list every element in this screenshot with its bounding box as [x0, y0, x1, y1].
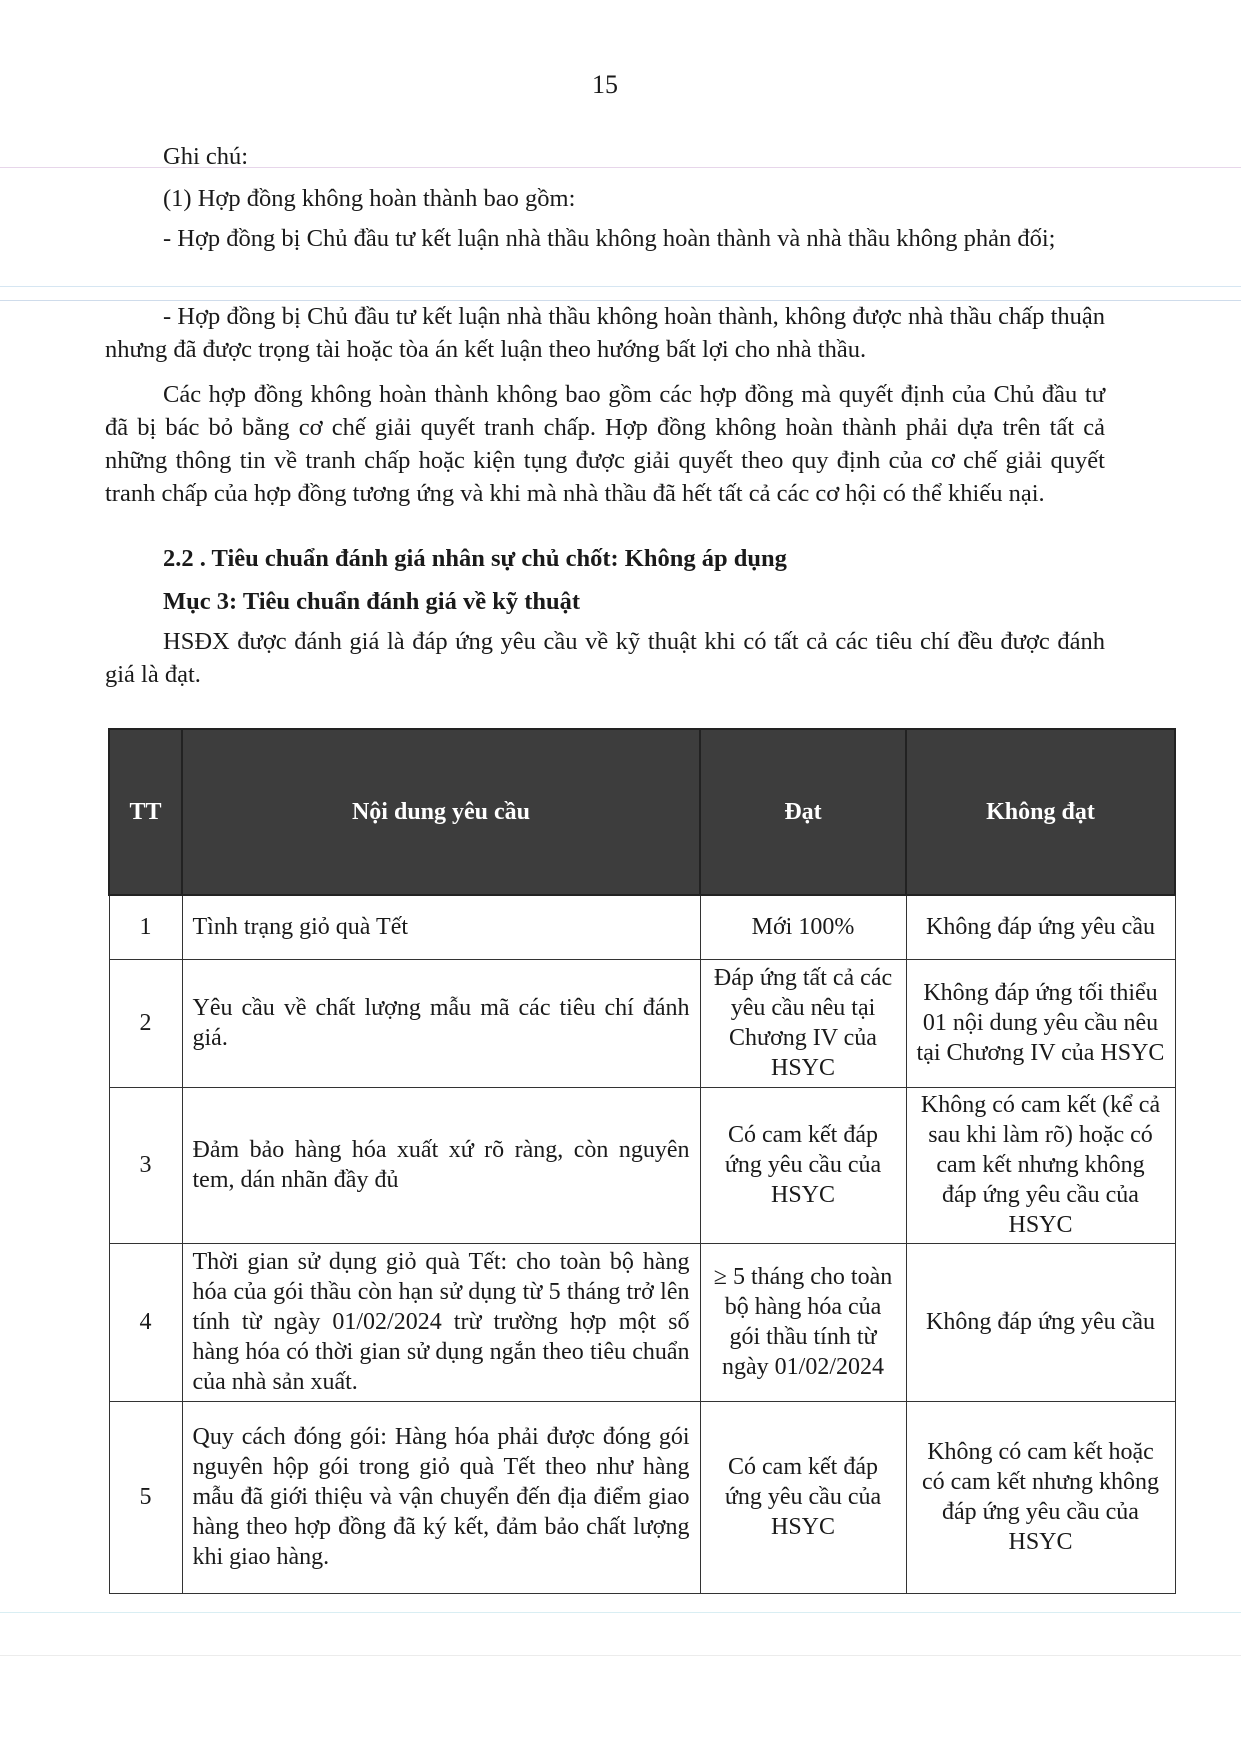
- scan-line: [0, 286, 1241, 287]
- section-2-2-heading: 2.2 . Tiêu chuẩn đánh giá nhân sự chủ chốt: Không áp dụng: [163, 545, 787, 572]
- header-fail: Không đạt: [906, 729, 1175, 895]
- row-number: 1: [109, 895, 182, 959]
- section-3-intro: HSĐX được đánh giá là đáp ứng yêu cầu về kỹ thuật khi có tất cả các tiêu chí đều được đánh giá là đạt.: [105, 628, 1105, 688]
- row-pass: Mới 100%: [700, 895, 906, 959]
- row-pass: Đáp ứng tất cả các yêu cầu nêu tại Chương IV của HSYC: [700, 959, 906, 1087]
- row-fail: Không có cam kết (kể cả sau khi làm rõ) hoặc có cam kết nhưng không đáp ứng yêu cầu của HSYC: [906, 1087, 1175, 1243]
- row-content: Đảm bảo hàng hóa xuất xứ rõ ràng, còn nguyên tem, dán nhãn đầy đủ: [182, 1087, 700, 1243]
- row-number: 3: [109, 1087, 182, 1243]
- header-content: Nội dung yêu cầu: [182, 729, 700, 895]
- table-row: [109, 1087, 1175, 1243]
- notes-item-1: (1) Hợp đồng không hoàn thành bao gồm:: [163, 185, 576, 212]
- row-content: Quy cách đóng gói: Hàng hóa phải được đóng gói nguyên hộp gói trong giỏ quà Tết theo như hàng mẫu đã giới thiệu và vận chuyển đến địa điểm giao hàng theo hợp đồng đã ký kết, đảm bảo chất lượng khi giao hàng.: [182, 1401, 700, 1593]
- notes-bullet-1: - Hợp đồng bị Chủ đầu tư kết luận nhà thầu không hoàn thành và nhà thầu không phản đối;: [163, 225, 1056, 252]
- header-tt: TT: [109, 729, 182, 895]
- row-fail: Không đáp ứng yêu cầu: [906, 1243, 1175, 1401]
- row-fail: Không đáp ứng yêu cầu: [906, 895, 1175, 959]
- row-content: Yêu cầu về chất lượng mẫu mã các tiêu chí đánh giá.: [182, 959, 700, 1087]
- row-number: 5: [109, 1401, 182, 1593]
- notes-bullet-2: - Hợp đồng bị Chủ đầu tư kết luận nhà thầu không hoàn thành, không được nhà thầu chấp thuận nhưng đã được trọng tài hoặc tòa án kết luận theo hướng bất lợi cho nhà thầu.: [105, 303, 1105, 363]
- scan-line: [0, 1655, 1241, 1656]
- row-pass: ≥ 5 tháng cho toàn bộ hàng hóa của gói thầu tính từ ngày 01/02/2024: [700, 1243, 906, 1401]
- section-3-title: Mục 3: Tiêu chuẩn đánh giá về kỹ thuật: [163, 588, 581, 615]
- row-fail: Không có cam kết hoặc có cam kết nhưng không đáp ứng yêu cầu của HSYC: [906, 1401, 1175, 1593]
- table-row: [109, 895, 1175, 959]
- table-row: [109, 959, 1175, 1087]
- row-content: Tình trạng giỏ quà Tết: [182, 895, 700, 959]
- row-pass: Có cam kết đáp ứng yêu cầu của HSYC: [700, 1087, 906, 1243]
- row-pass: Có cam kết đáp ứng yêu cầu của HSYC: [700, 1401, 906, 1593]
- notes-paragraph: Các hợp đồng không hoàn thành không bao gồm các hợp đồng mà quyết định của Chủ đầu tư đã bị bác bỏ bằng cơ chế giải quyết tranh chấp. Hợp đồng không hoàn thành phải dựa trên tất cả những thông tin về tranh chấp hoặc kiện tụng được giải quyết theo quy định của cơ chế giải quyết tranh chấp của hợp đồng tương ứng và khi mà nhà thầu đã hết tất cả các cơ hội có thể khiếu nại.: [105, 381, 1105, 507]
- table-row: [109, 1401, 1175, 1593]
- table-header-row: [109, 729, 1175, 895]
- row-content: Thời gian sử dụng giỏ quà Tết: cho toàn bộ hàng hóa của gói thầu còn hạn sử dụng từ 5 tháng trở lên tính từ ngày 01/02/2024 trừ trường hợp một số hàng hóa có thời gian sử dụng ngắn theo tiêu chuẩn của nhà sản xuất.: [182, 1243, 700, 1401]
- technical-criteria-table: [108, 728, 1176, 1594]
- table-row: [109, 1243, 1175, 1401]
- notes-heading: Ghi chú:: [163, 143, 249, 170]
- header-pass: Đạt: [700, 729, 906, 895]
- page-number: 15: [592, 70, 618, 99]
- row-number: 2: [109, 959, 182, 1087]
- scan-line: [0, 1612, 1241, 1613]
- row-fail: Không đáp ứng tối thiểu 01 nội dung yêu cầu nêu tại Chương IV của HSYC: [906, 959, 1175, 1087]
- row-number: 4: [109, 1243, 182, 1401]
